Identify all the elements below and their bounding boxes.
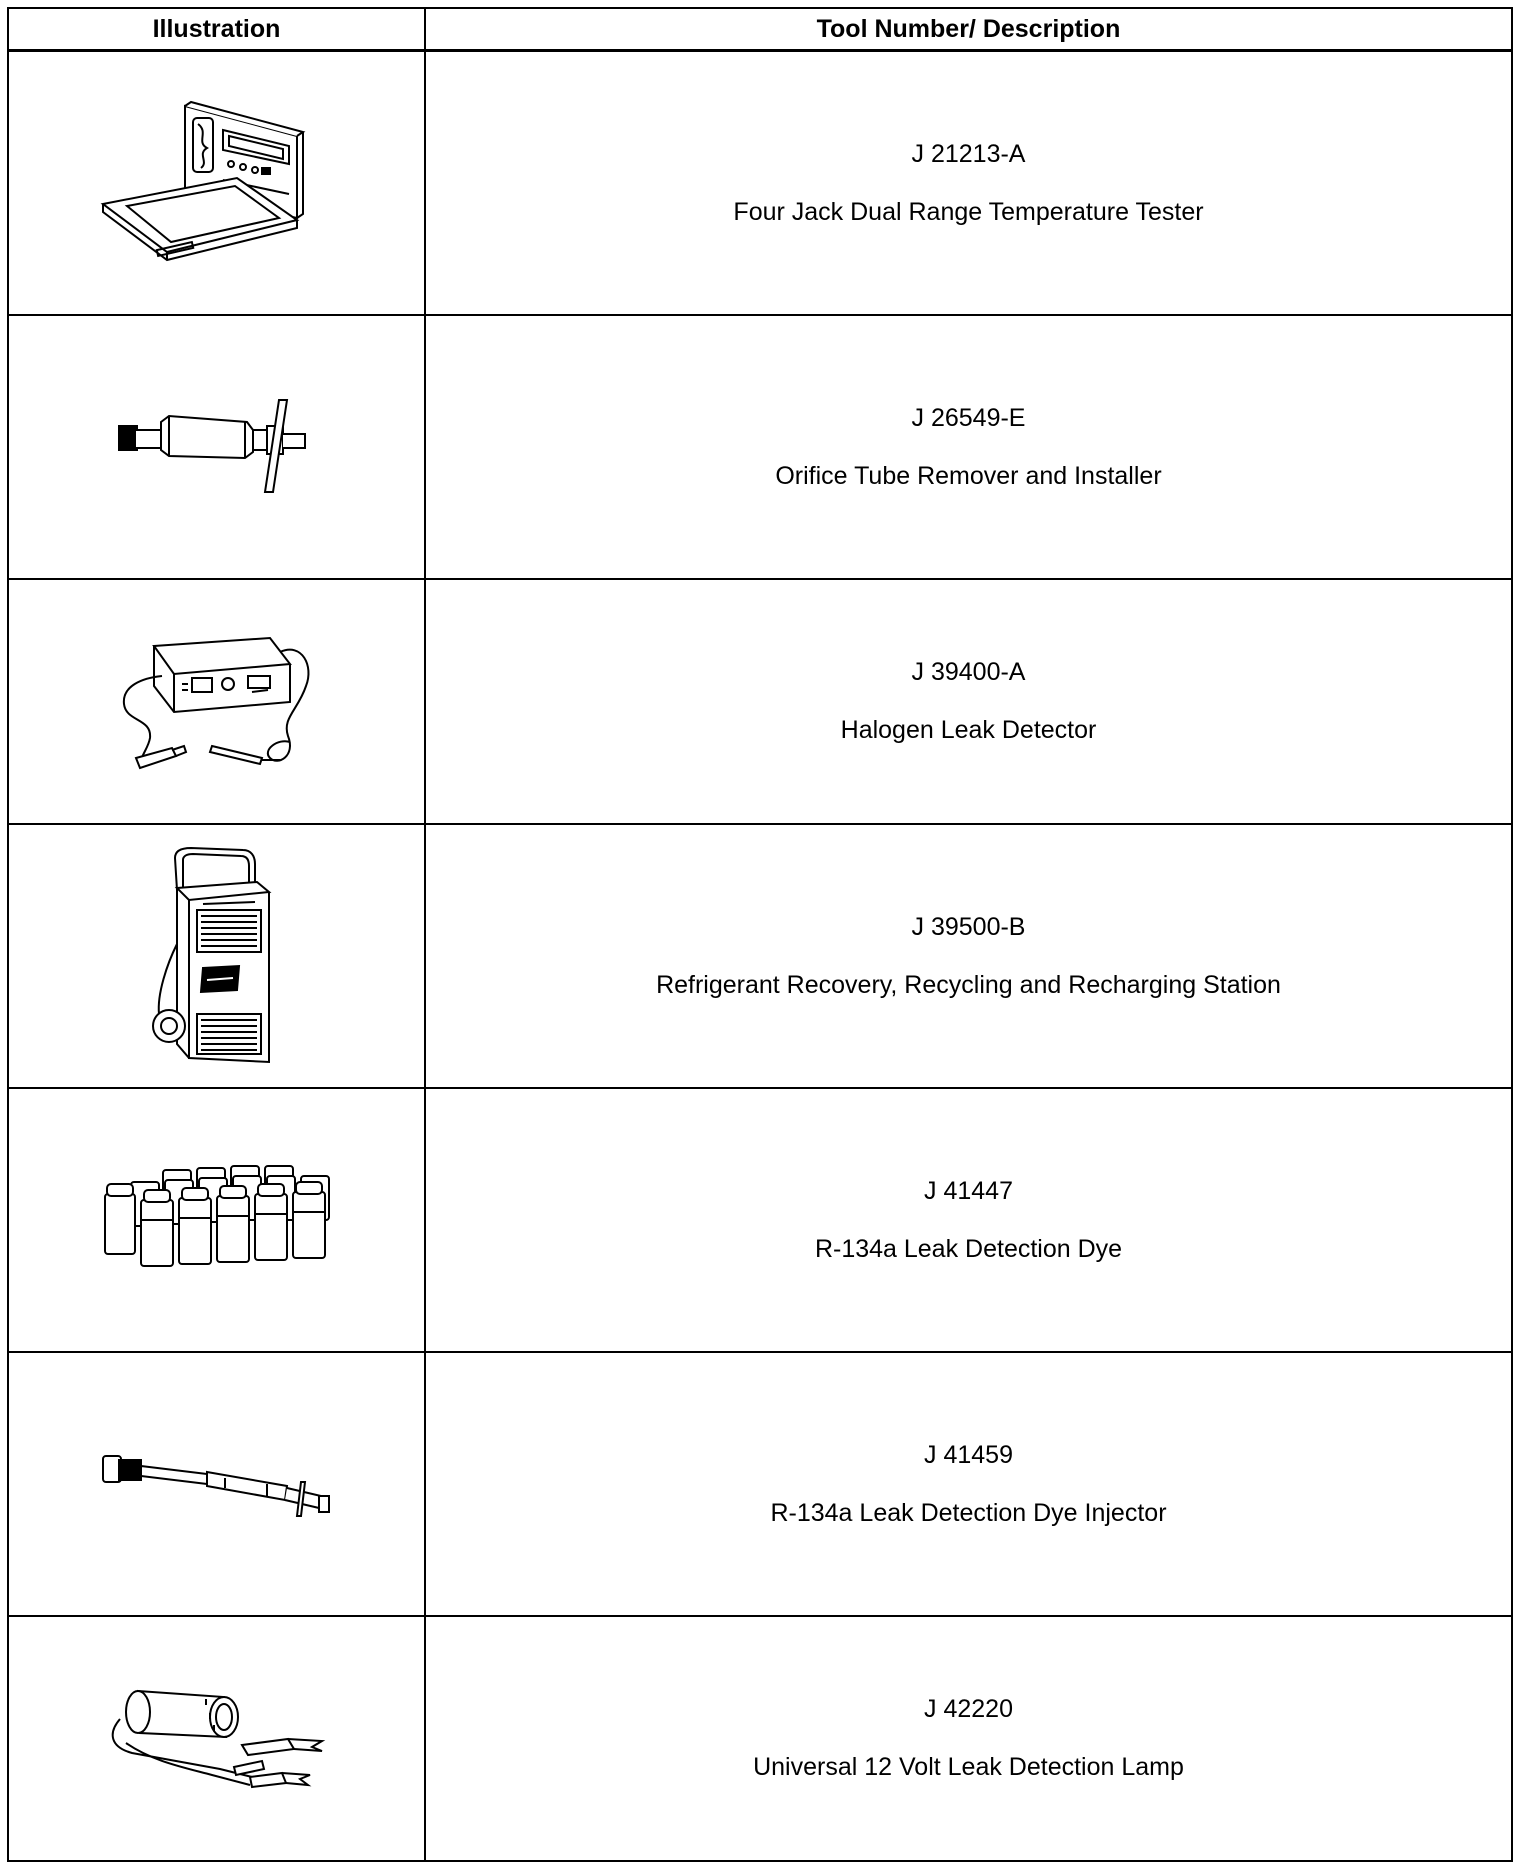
tool-number: J 21213-A [911, 139, 1026, 168]
tool-number: J 41447 [924, 1176, 1013, 1205]
tool-number: J 39400-A [911, 658, 1026, 686]
temperature-tester-icon [97, 98, 337, 268]
special-tools-table [7, 7, 1513, 1862]
table-row [8, 579, 1512, 824]
illustration-cell [8, 824, 425, 1088]
tool-description: Halogen Leak Detector [840, 716, 1097, 744]
table-row [8, 51, 1512, 315]
tool-description: Refrigerant Recovery, Recycling and Recharging Station [656, 970, 1281, 999]
tool-description: R-134a Leak Detection Dye [814, 1234, 1123, 1263]
description-cell [425, 1088, 1512, 1352]
tool-number: J 41459 [924, 1440, 1013, 1469]
illustration-cell [8, 1352, 425, 1616]
tool-description: Universal 12 Volt Leak Detection Lamp [753, 1753, 1184, 1781]
orifice-tube-tool-icon [107, 392, 327, 502]
table-row [8, 315, 1512, 579]
halogen-leak-detector-icon [102, 626, 332, 776]
description-cell [425, 51, 1512, 315]
illustration-cell [8, 1616, 425, 1861]
tool-description: Orifice Tube Remover and Installer [775, 461, 1162, 490]
illustration-cell [8, 579, 425, 824]
tool-description: R-134a Leak Detection Dye Injector [770, 1498, 1167, 1527]
column-header-illustration: Illustration [8, 8, 425, 51]
description-cell [425, 824, 1512, 1088]
table-header-row [8, 8, 1512, 51]
tool-number: J 42220 [924, 1695, 1013, 1723]
illustration-cell [8, 51, 425, 315]
table-row [8, 1088, 1512, 1352]
dye-injector-icon [97, 1434, 337, 1534]
description-cell [425, 315, 1512, 579]
table-row [8, 1352, 1512, 1616]
table-row [8, 824, 1512, 1088]
tool-number: J 26549-E [911, 403, 1026, 432]
tool-number: J 39500-B [911, 912, 1026, 941]
description-cell [425, 579, 1512, 824]
illustration-cell [8, 1088, 425, 1352]
column-header-description: Tool Number/ Description [425, 8, 1512, 51]
illustration-cell [8, 315, 425, 579]
dye-bottles-icon [97, 1160, 337, 1280]
description-cell [425, 1616, 1512, 1861]
table-row [8, 1616, 1512, 1861]
leak-detection-lamp-icon [102, 1683, 332, 1793]
tool-description: Four Jack Dual Range Temperature Tester [733, 197, 1204, 226]
refrigerant-station-icon [147, 844, 287, 1068]
description-cell [425, 1352, 1512, 1616]
